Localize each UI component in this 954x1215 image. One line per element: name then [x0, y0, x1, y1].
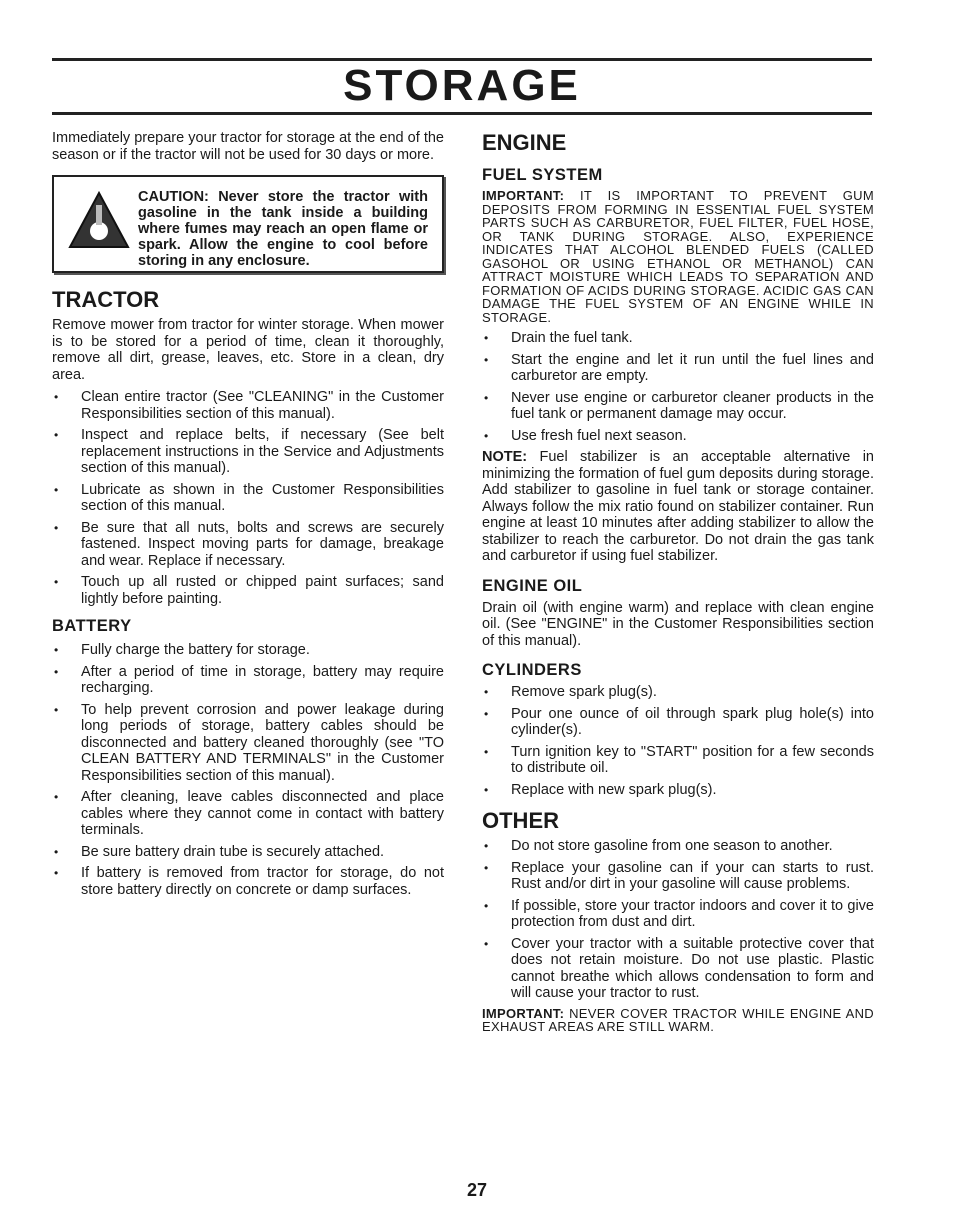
list-item: • Replace with new spark plug(s).	[482, 782, 874, 799]
warning-triangle-icon	[68, 191, 130, 249]
engine-oil-paragraph: Drain oil (with engine warm) and replace with clean engine oil. (See "ENGINE" in the Customer Responsibilities section of this manual).	[482, 599, 874, 649]
list-item: • Never use engine or carburetor cleaner products in the fuel tank or permanent damage may occur.	[482, 390, 874, 423]
important-label: IMPORTANT:	[482, 188, 565, 203]
tractor-heading: TRACTOR	[52, 287, 160, 312]
other-list	[482, 838, 874, 1002]
note-paragraph	[482, 449, 874, 565]
list-item: • Fully charge the battery for storage.	[52, 642, 444, 659]
engine-heading: ENGINE	[482, 130, 567, 155]
caution-text: CAUTION: Never store the tractor with gasoline in the tank inside a building where fumes may reach an open flame or spark. Allow the engine to cool before storing in any enclosure.	[138, 189, 428, 269]
list-item: • Be sure battery drain tube is securely attached.	[52, 844, 444, 861]
list-item: • Be sure that all nuts, bolts and screws are securely fastened. Inspect moving parts for damage, breakage and wear. Replace if necessary.	[52, 520, 444, 570]
list-item: • Touch up all rusted or chipped paint surfaces; sand lightly before painting.	[52, 574, 444, 607]
list-item: • Replace your gasoline can if your can starts to rust. Rust and/or dirt in your gasoline will cause problems.	[482, 860, 874, 893]
list-item: • If battery is removed from tractor for storage, do not store battery directly on concrete or damp surfaces.	[52, 865, 444, 898]
title-rule-bottom	[52, 112, 872, 115]
tractor-list	[52, 389, 444, 607]
list-item: • Use fresh fuel next season.	[482, 428, 874, 445]
list-item: • After a period of time in storage, battery may require recharging.	[52, 664, 444, 697]
list-item: • Inspect and replace belts, if necessary (See belt replacement instructions in the Service and Adjustments section of this manual).	[52, 427, 444, 477]
fuel-list	[482, 330, 874, 444]
caution-box	[52, 175, 444, 273]
list-item: • Start the engine and let it run until the fuel lines and carburetor are empty.	[482, 352, 874, 385]
other-important-paragraph	[482, 1007, 874, 1034]
engine-oil-heading: ENGINE OIL	[482, 576, 583, 595]
intro-paragraph: Immediately prepare your tractor for storage at the end of the season or if the tractor will not be used for 30 days or more.	[52, 130, 444, 163]
page-title: STORAGE	[343, 61, 581, 110]
tractor-paragraph: Remove mower from tractor for winter storage. When mower is to be stored for a period of time, clean it thoroughly, remove all dirt, grease, leaves, etc. Store in a clean, dry area.	[52, 317, 444, 383]
important-label: IMPORTANT:	[482, 1005, 565, 1021]
list-item: • Pour one ounce of oil through spark plug hole(s) into cylinder(s).	[482, 706, 874, 739]
fuel-important-paragraph	[482, 189, 874, 324]
list-item: • After cleaning, leave cables disconnected and place cables where they cannot come in contact with battery terminals.	[52, 789, 444, 839]
other-heading: OTHER	[482, 808, 559, 833]
list-item: • Remove spark plug(s).	[482, 684, 874, 701]
page-number: 27	[466, 1180, 488, 1200]
right-column	[482, 130, 874, 1034]
important-text: NEVER COVER TRACTOR WHILE ENGINE AND EXHAUST AREAS ARE STILL WARM.	[482, 1005, 874, 1034]
fuel-system-heading: FUEL SYSTEM	[482, 166, 603, 184]
list-item: • Do not store gasoline from one season to another.	[482, 838, 874, 855]
list-item: • If possible, store your tractor indoors and cover it to give protection from dust and dirt.	[482, 898, 874, 931]
left-column	[52, 130, 444, 903]
list-item: • To help prevent corrosion and power leakage during long periods of storage, battery cables should be disconnected and battery cleaned thoroughly (see "TO CLEAN BATTERY AND TERMINALS" in the Customer Responsibilities section of this manual).	[52, 702, 444, 785]
list-item: • Cover your tractor with a suitable protective cover that does not retain moisture. Do not use plastic. Plastic cannot breathe which allows condensation to form and will cause your tractor to rust.	[482, 936, 874, 1002]
cylinders-heading: CYLINDERS	[482, 661, 582, 679]
battery-heading: BATTERY	[52, 617, 132, 635]
important-text: IT IS IMPORTANT TO PREVENT GUM DEPOSITS FROM FORMING IN ESSENTIAL FUEL SYSTEM PARTS SUCH AS CARBURETOR, FUEL FILTER, FUEL HOSE, OR TANK DURING STORAGE. ALSO, EXPERIENCE INDICATES THAT ALCOHOL BLENDED FUELS (CALLED GASOHOL OR USING ETHANOL OR METHANOL) CAN ATTRACT MOISTURE WHICH LEADS TO SEPARATION AND FORMATION OF ACIDS DURING STORAGE. ACIDIC GAS CAN DAMAGE THE FUEL SYSTEM OF AN ENGINE WHILE IN STORAGE.	[482, 188, 874, 325]
list-item: • Clean entire tractor (See "CLEANING" in the Customer Responsibilities section of this manual).	[52, 389, 444, 422]
note-text: Fuel stabilizer is an acceptable alternative in minimizing the formation of fuel gum deposits during storage. Add stabilizer to gasoline in fuel tank or storage container. Always follow the mix ratio found on stabilizer container. Run engine at least 10 minutes after adding stabilizer to allow the stabilizer to reach the carburetor. Do not drain the gas tank and carburetor if using fuel stabilizer.	[482, 449, 874, 564]
note-label: NOTE:	[482, 449, 528, 465]
list-item: • Drain the fuel tank.	[482, 330, 874, 347]
cylinders-list	[482, 684, 874, 798]
battery-list	[52, 642, 444, 898]
list-item: • Turn ignition key to "START" position for a few seconds to distribute oil.	[482, 744, 874, 777]
list-item: • Lubricate as shown in the Customer Responsibilities section of this manual.	[52, 482, 444, 515]
